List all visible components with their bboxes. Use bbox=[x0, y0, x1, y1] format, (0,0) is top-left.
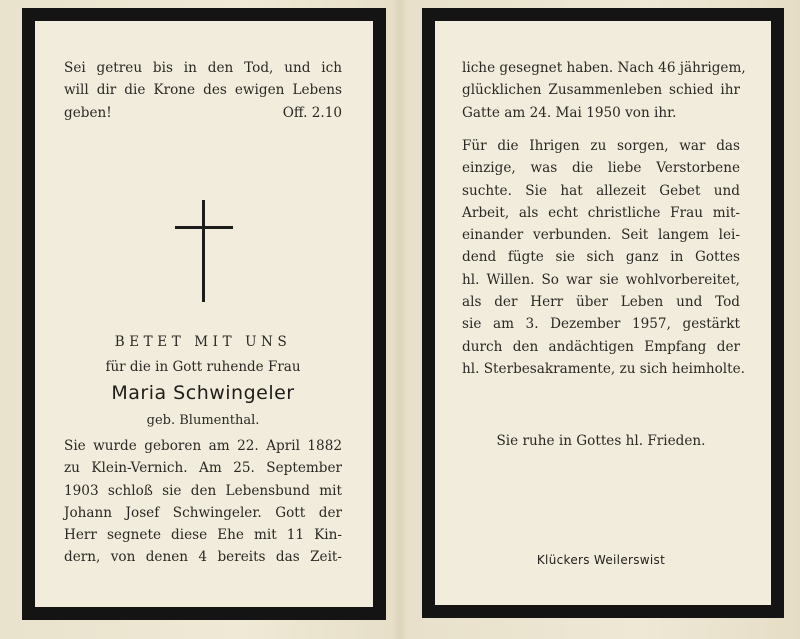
printer-credit: Klückers Weilerswist bbox=[536, 553, 666, 567]
bio-line: Sie wurde geboren am 22. April 1882 bbox=[64, 438, 342, 454]
text-line: Gatte am 24. Mai 1950 von ihr. bbox=[462, 104, 677, 121]
text-line: Für die Ihrigen zu sorgen, war das bbox=[462, 138, 740, 154]
bio-line: Johann Josef Schwingeler. Gott der bbox=[64, 504, 342, 521]
text-line: einander verbunden. Seit langem lei- bbox=[462, 227, 740, 244]
maiden-name: geb. Blumenthal. bbox=[146, 413, 260, 428]
text-line: suchte. Sie hat allezeit Gebet und bbox=[462, 182, 740, 199]
bio-line: zu Klein-Vernich. Am 25. September bbox=[64, 460, 342, 477]
biography-text bbox=[64, 435, 342, 569]
verse-last-line bbox=[64, 102, 342, 124]
deceased-name: Maria Schwingeler bbox=[111, 382, 295, 404]
prayer-call: BETET MIT UNS bbox=[114, 334, 292, 350]
rest-in-peace-line: Sie ruhe in Gottes hl. Frieden. bbox=[496, 433, 706, 449]
bible-verse bbox=[64, 57, 342, 124]
text-line: einzige, was die liebe Verstorbene bbox=[462, 160, 740, 177]
verse-line-end: geben! bbox=[64, 104, 112, 121]
dedication-line: für die in Gott ruhende Frau bbox=[105, 359, 301, 375]
bio-line: dern, von denen 4 bereits das Zeit- bbox=[64, 549, 342, 566]
text-line: glücklichen Zusammenleben schied ihr bbox=[462, 82, 740, 99]
verse-line: Sei getreu bis in den Tod, und ich bbox=[64, 60, 342, 76]
text-line: Arbeit, als echt christliche Frau mit- bbox=[462, 204, 740, 221]
text-line: liche gesegnet haben. Nach 46 jährigem, bbox=[462, 60, 746, 76]
text-line: hl. Willen. So war sie wohlvorbereitet, bbox=[462, 271, 740, 288]
text-line: als der Herr über Leben und Tod bbox=[462, 294, 740, 311]
text-line: dend fügte sie sich ganz in Gottes bbox=[462, 249, 740, 266]
bio-line: 1903 schloß sie den Lebensbund mit bbox=[64, 482, 342, 499]
continuation-paragraph bbox=[462, 57, 746, 124]
dedication-heading bbox=[64, 333, 342, 432]
verse-line: will dir die Krone des ewigen Lebens bbox=[64, 82, 342, 99]
bio-line: Herr segnete diese Ehe mit 11 Kin- bbox=[64, 527, 342, 544]
cross-icon bbox=[175, 200, 233, 302]
text-line: durch den andächtigen Empfang der bbox=[462, 338, 740, 355]
text-line: hl. Sterbesakramente, zu sich heimholte. bbox=[462, 360, 745, 377]
text-line: sie am 3. Dezember 1957, gestärkt bbox=[462, 316, 740, 333]
verse-reference: Off. 2.10 bbox=[282, 104, 342, 121]
life-paragraph bbox=[462, 135, 745, 380]
